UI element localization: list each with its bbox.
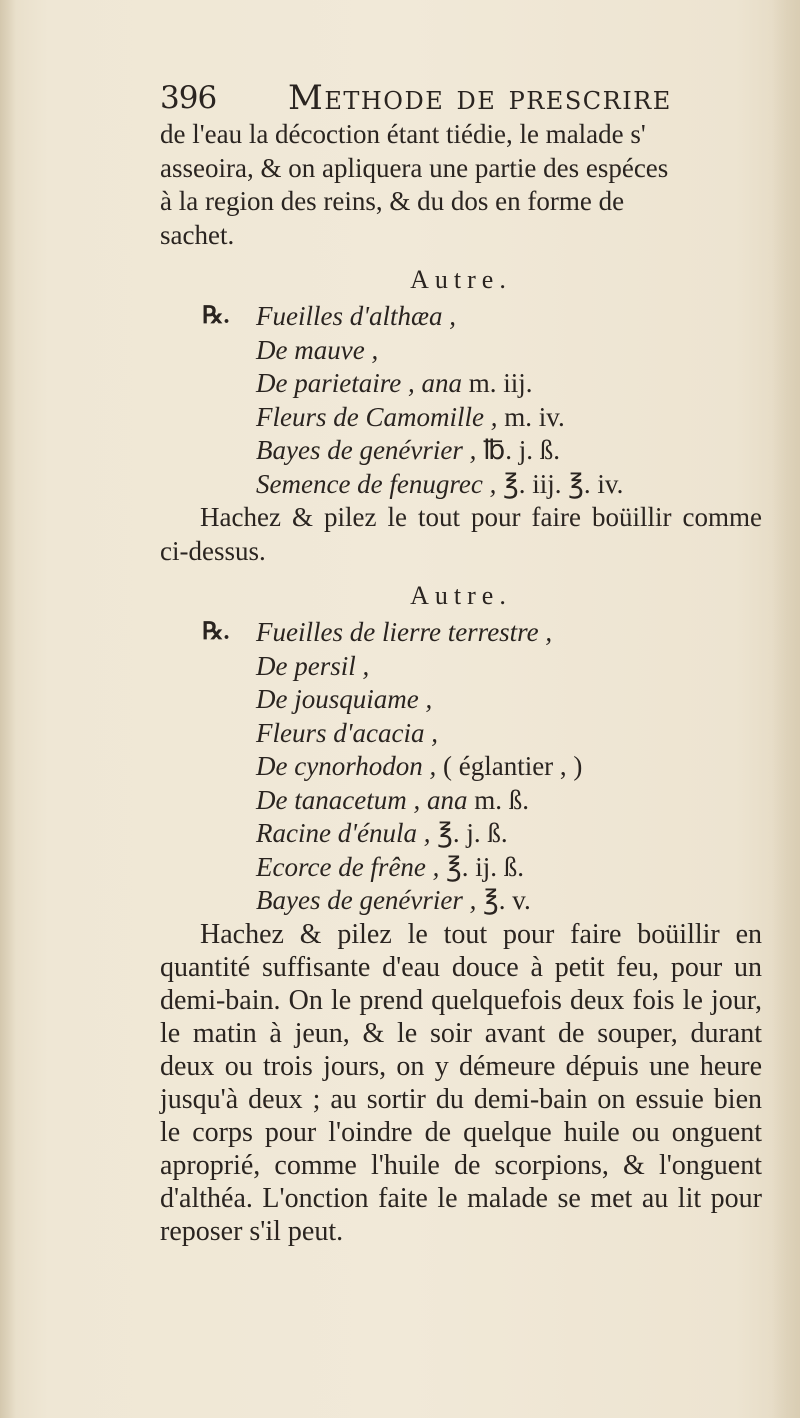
instruction-paragraph-1: Hachez & pilez le tout pour faire boüillir comme ci-dessus. — [160, 502, 762, 566]
ingredient-name: Fleurs d'acacia , — [256, 717, 438, 748]
ingredient-quantity: ℔. j. ß. — [476, 435, 560, 465]
ingredient-quantity: ℥. v. — [476, 885, 531, 915]
ingredient-quantity: m. iij. — [461, 368, 533, 398]
ingredient-name: De mauve , — [256, 334, 379, 365]
intro-line: à la region des reins, & du dos en forme de — [160, 186, 625, 216]
recipe-row — [160, 683, 762, 717]
recipe-row — [160, 401, 762, 435]
recipe-row — [160, 468, 762, 502]
intro-line: sachet. — [160, 219, 235, 250]
recipe-row — [160, 750, 762, 784]
ingredient-name: Fleurs de Camomille , — [256, 401, 498, 432]
ingredient-name: De tanacetum , ana — [256, 784, 468, 815]
recipe-row — [160, 367, 762, 401]
ingredient-quantity: ℥. ij. ß. — [439, 851, 525, 882]
running-title: Methode de prescrire — [288, 78, 672, 118]
ingredient-name: Fueilles de lierre terrestre , — [256, 617, 553, 647]
intro-paragraph — [160, 118, 762, 252]
ingredient-name: De cynorhodon , — [256, 751, 437, 781]
recipe-row — [160, 817, 762, 851]
ingredient-name: Fueilles d'althæa , — [256, 301, 457, 331]
ingredient-name: De parietaire , ana — [256, 368, 462, 398]
recipe-symbol: ℞. — [202, 619, 230, 645]
page-number: 396 — [160, 80, 217, 116]
recipe-list-2 — [160, 616, 762, 918]
recipe-row — [160, 851, 762, 885]
ingredient-quantity: ℥. iij. ℥. iv. — [496, 468, 624, 499]
recipe-row — [160, 434, 762, 468]
recipe-row — [160, 884, 762, 918]
section-heading-autre-2: Autre. — [410, 581, 512, 610]
page-edge-shade — [772, 0, 800, 1418]
recipe-symbol: ℞. — [202, 303, 230, 329]
intro-line: asseoira, & on apliquera une partie des espéces — [160, 152, 669, 183]
ingredient-name: De jousquiame , — [256, 684, 433, 714]
ingredient-quantity: m. ß. — [467, 784, 529, 815]
ingredient-name: Ecorce de frêne , — [256, 851, 440, 882]
recipe-row — [160, 616, 762, 650]
ingredient-quantity: ( églantier , ) — [436, 751, 583, 781]
recipe-row — [160, 650, 762, 684]
recipe-row — [160, 717, 762, 751]
section-heading-autre-1: Autre. — [410, 265, 512, 294]
ingredient-name: Bayes de genévrier , — [256, 435, 477, 465]
recipe-row — [160, 300, 762, 334]
page-gutter-shadow — [0, 0, 16, 1418]
ingredient-name: Bayes de genévrier , — [256, 885, 477, 915]
recipe-row — [160, 334, 762, 368]
recipe-row — [160, 784, 762, 818]
ingredient-quantity: m. iv. — [497, 401, 565, 432]
ingredient-name: De persil , — [256, 650, 370, 681]
page-content — [160, 118, 762, 1248]
ingredient-name: Racine d'énula , — [256, 818, 431, 848]
instruction-paragraph-2: Hachez & pilez le tout pour faire boüillir en quantité suffisante d'eau douce à petit feu, pour un demi-bain. On le prend quelquefois deux fois le jour, le matin à jeun, & le soir avant de souper, durant deux ou trois jours, on y démeure dépuis une heure jusqu'à deux ; au sortir du demi-bain on essuie bien le corps pour l'oindre de quelque huile ou onguent aproprié, comme l'huile de scorpions, & l'onguent d'althéa. L'onction faite le malade se met au lit pour reposer s'il peut. — [160, 918, 762, 1247]
ingredient-quantity: ℥. j. ß. — [430, 818, 508, 848]
intro-line: de l'eau la décoction étant tiédie, le malade s' — [160, 119, 646, 149]
ingredient-name: Semence de fenugrec , — [256, 468, 497, 499]
recipe-list-1 — [160, 300, 762, 501]
